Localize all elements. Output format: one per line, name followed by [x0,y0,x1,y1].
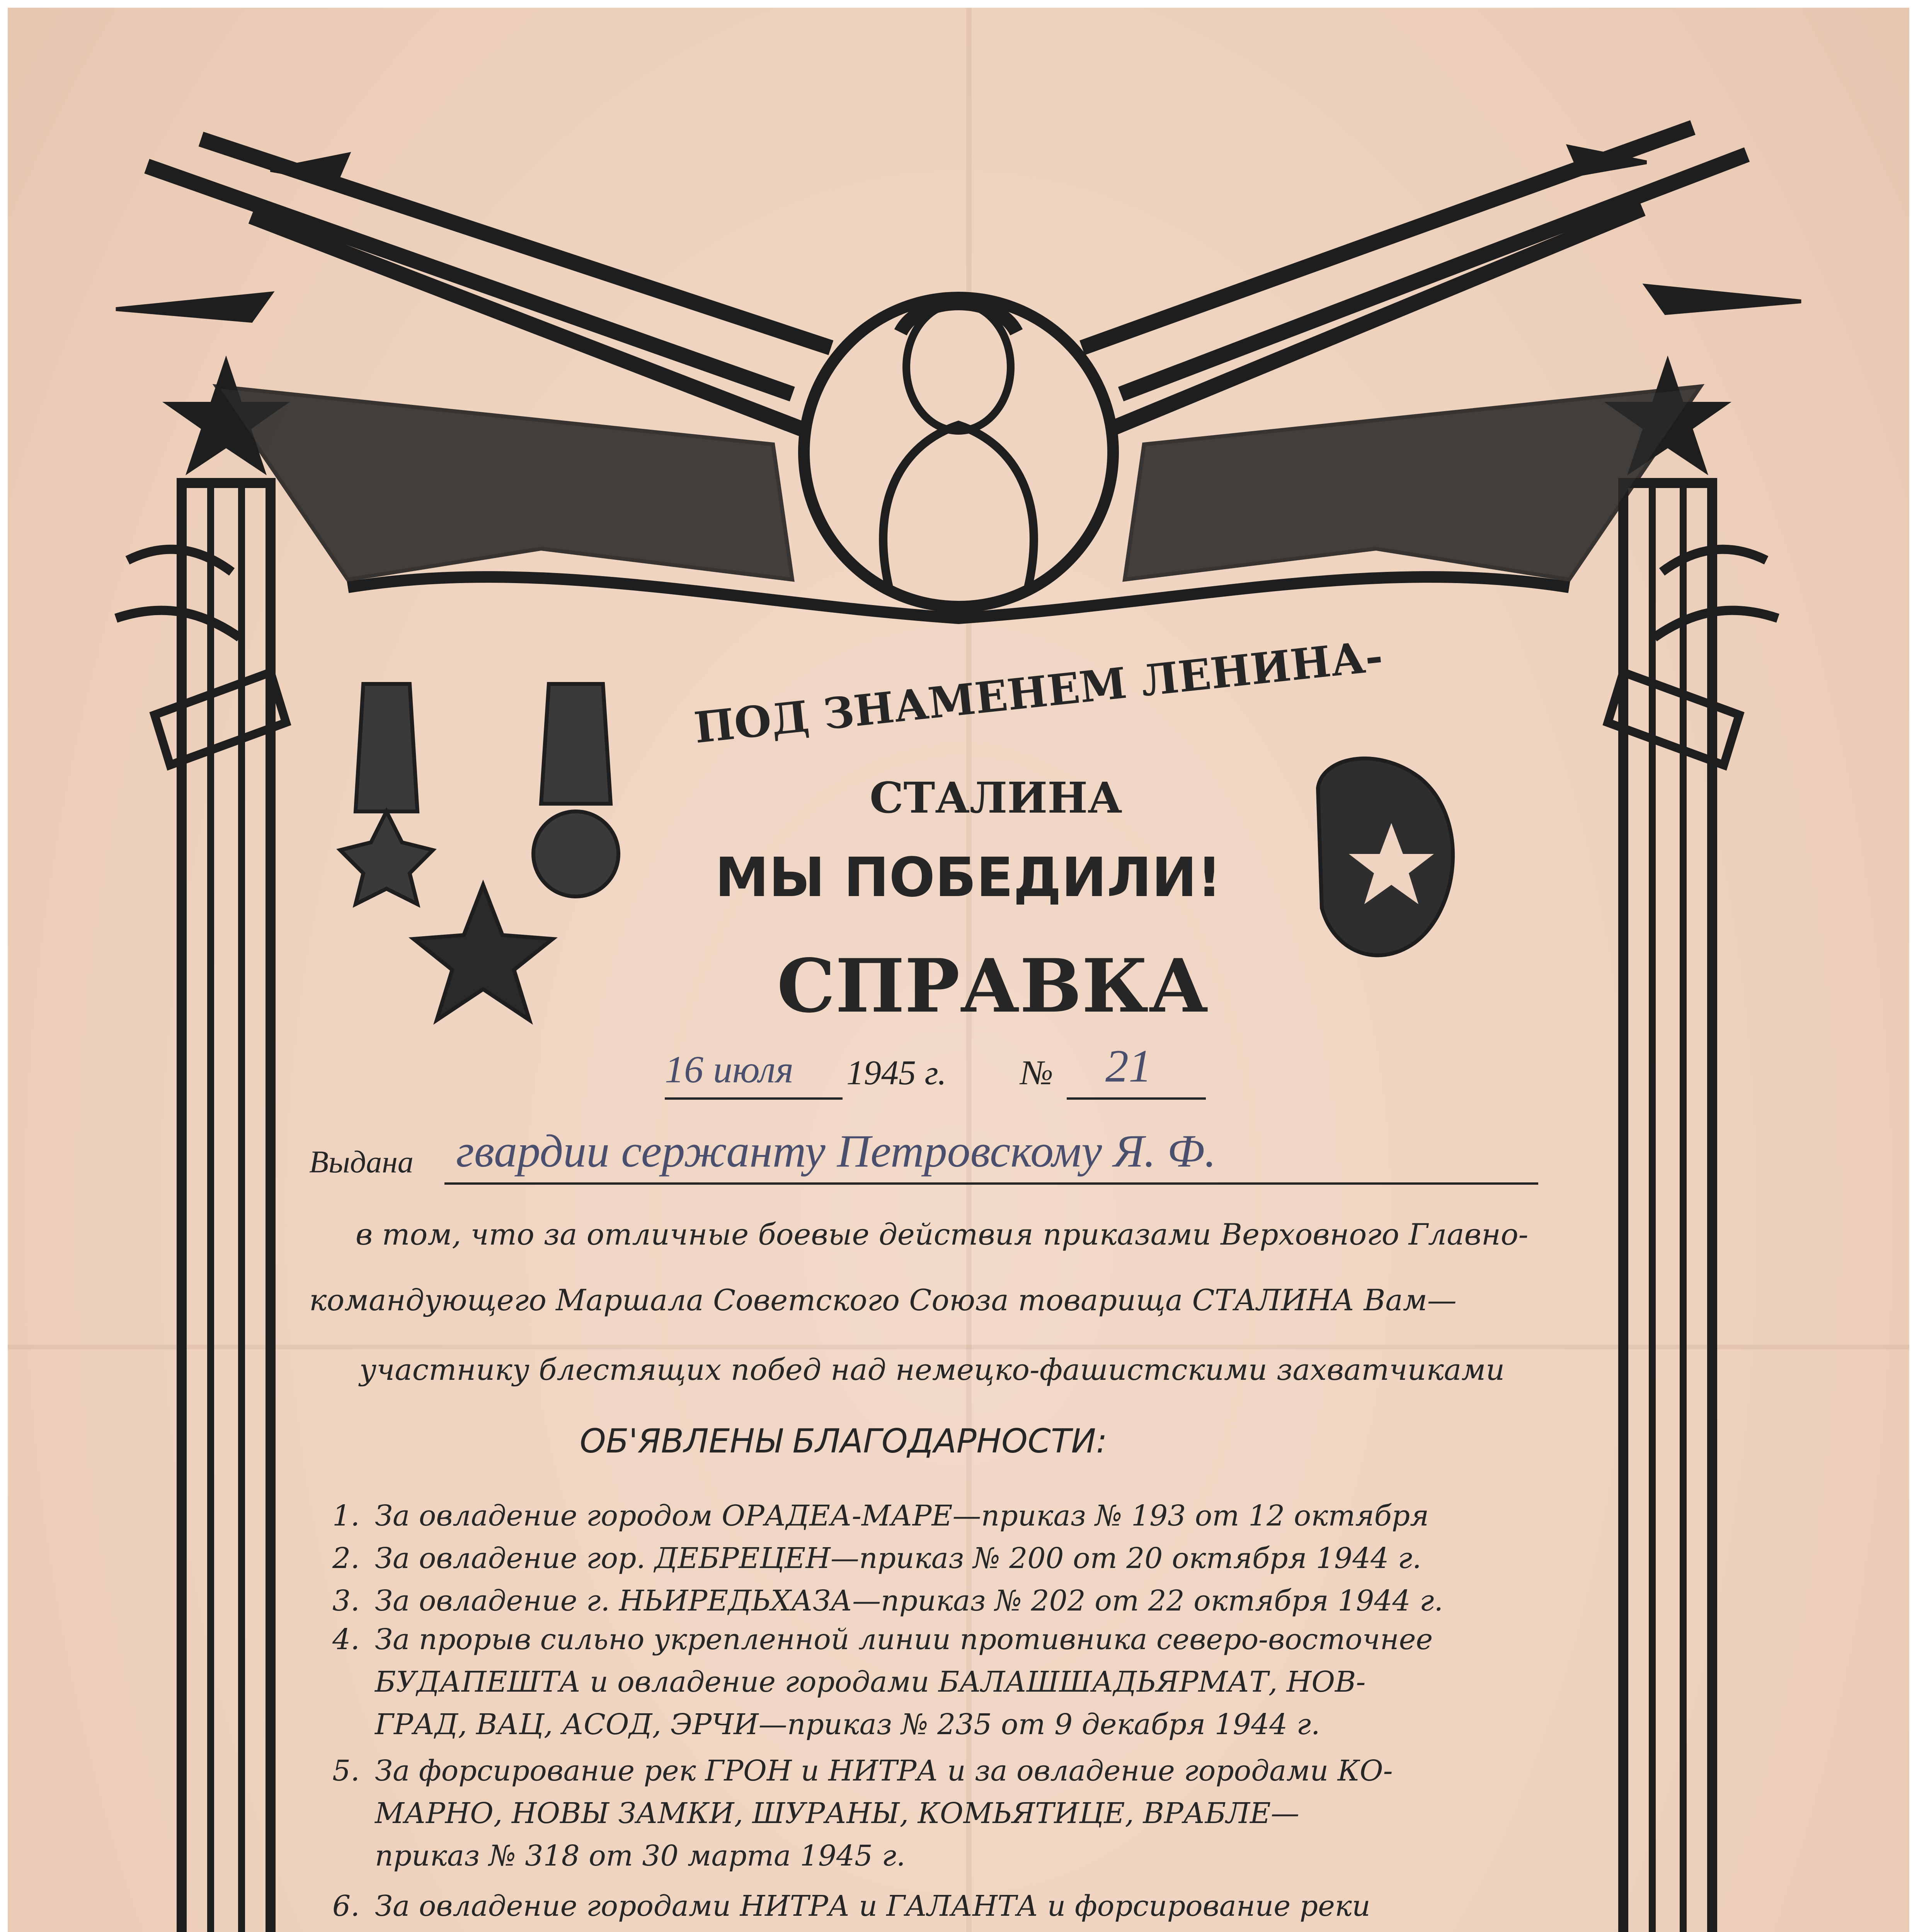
slogan-line-2: СТАЛИНА [870,773,1122,823]
list-item-continuation: БУДАПЕШТА и овладение городами БАЛАШШАДЬЯРМАТ, НОВ- [375,1665,1366,1699]
list-item: 6. За овладение городами НИТРА и ГАЛАНТА и форсирование реки [332,1889,1371,1923]
list-item: 3. За овладение г. НЬИРЕДЬХАЗА—приказ № 202 от 22 октября 1944 г. [332,1584,1443,1617]
list-item-continuation: ГРАД, ВАЦ, АСОД, ЭРЧИ—приказ № 235 от 9 декабря 1944 г. [375,1708,1320,1741]
list-item: 4. За прорыв сильно укрепленной линии противника северо-восточнее [332,1623,1433,1656]
number-handwritten: 21 [1105,1040,1152,1092]
order-medal-2-icon [533,811,618,896]
list-item-continuation: приказ № 318 от 30 марта 1945 г. [375,1839,906,1872]
year-printed: 1945 г. [846,1054,947,1092]
portrait-medallion [804,298,1113,607]
top-banner-ornament [116,128,1801,618]
list-item: 1. За овладение городом ОРАДЕА-МАРЕ—приказ № 193 от 12 октября [332,1499,1429,1532]
list-item-continuation: МАРНО, НОВЫ ЗАМКИ, ШУРАНЫ, КОМЬЯТИЦЕ, ВРАБЛЕ— [375,1797,1299,1830]
body-line-3: участнику блестящих побед над немецко-фашистскими захватчиками [359,1352,1505,1387]
left-flag-banner [216,386,792,580]
body-line-1: в том, что за отличные боевые действия приказами Верховного Главно- [356,1217,1529,1252]
issued-label: Выдана [309,1144,414,1179]
thanks-heading: ОБ'ЯВЛЕНЫ БЛАГОДАРНОСТИ: [580,1422,1107,1461]
document-title: СПРАВКА [777,943,1209,1029]
number-underline [1067,1097,1206,1100]
order-medal-1-icon [340,811,433,904]
recipient-underline [444,1182,1538,1185]
number-label: № [1020,1054,1053,1092]
slogan-line-1: ПОД ЗНАМЕНЕМ ЛЕНИНА- [692,631,1385,753]
medal-ribbon-2 [541,684,611,804]
right-column-ornament [1469,355,1778,1932]
right-flag-banner [1125,386,1701,580]
star-order-icon [414,885,553,1020]
victory-heading: МЫ ПОБЕДИЛИ! [715,846,1222,909]
body-line-2: командующего Маршала Советского Союза товарища СТАЛИНА Вам— [309,1283,1457,1317]
date-handwritten: 16 июля [665,1048,794,1091]
medal-ribbon-1 [356,684,417,811]
date-underline [665,1097,843,1100]
list-item: 5. За форсирование рек ГРОН и НИТРА и за овладение городами КО- [332,1754,1393,1787]
recipient-handwritten: гвардии сержанту Петровскому Я. Ф. [456,1125,1216,1177]
list-item: 2. За овладение гор. ДЕБРЕЦЕН—приказ № 200 от 20 октября 1944 г. [332,1542,1422,1575]
